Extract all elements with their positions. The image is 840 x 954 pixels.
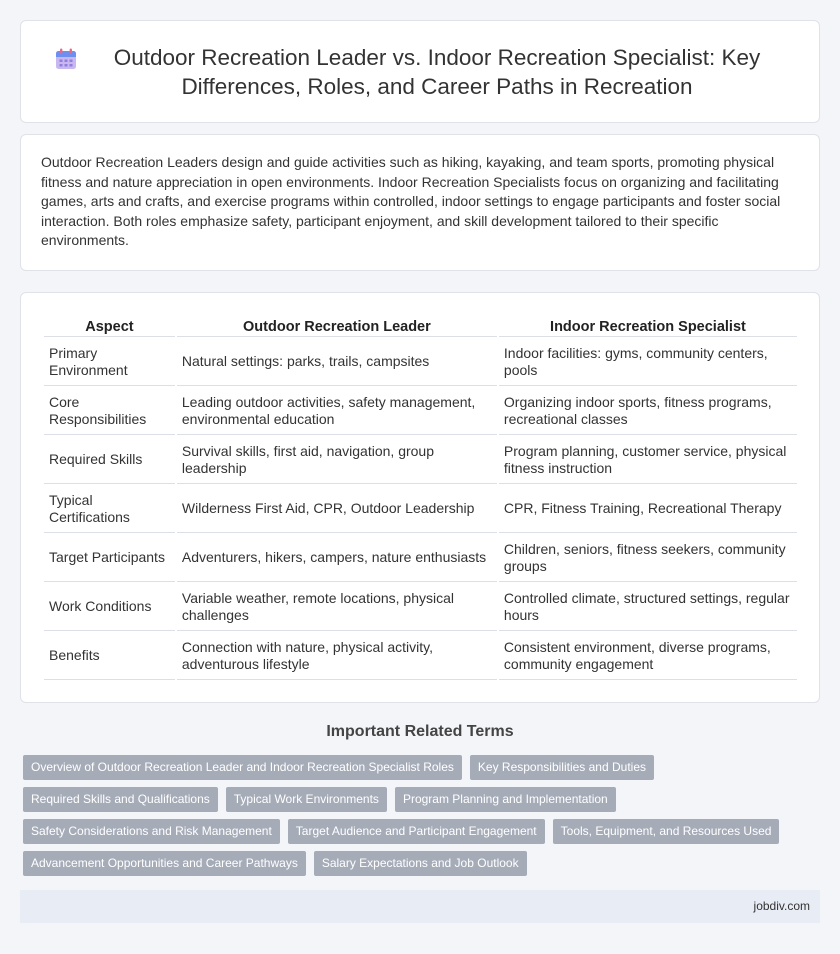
row-aspect: Typical Certifications xyxy=(44,486,175,533)
row-indoor-value: Children, seniors, fitness seekers, community groups xyxy=(499,535,797,582)
related-term-tag[interactable]: Safety Considerations and Risk Management xyxy=(23,819,280,844)
related-terms-title: Important Related Terms xyxy=(326,723,514,740)
table-header-row xyxy=(44,315,797,337)
related-terms-section xyxy=(20,720,820,876)
page-title: Outdoor Recreation Leader vs. Indoor Recreation Specialist: Key Differences, Roles, and Career Paths in Recreation xyxy=(113,44,761,99)
calendar-icon xyxy=(53,46,79,72)
row-outdoor-value: Variable weather, remote locations, physical challenges xyxy=(177,584,497,631)
header-outdoor-leader: Outdoor Recreation Leader xyxy=(177,315,497,337)
table-row xyxy=(44,339,797,386)
row-aspect: Primary Environment xyxy=(44,339,175,386)
row-aspect: Required Skills xyxy=(44,437,175,484)
header-aspect: Aspect xyxy=(44,315,175,337)
related-term-tag[interactable]: Advancement Opportunities and Career Pathways xyxy=(23,851,306,876)
row-aspect: Core Responsibilities xyxy=(44,388,175,435)
header-indoor-specialist: Indoor Recreation Specialist xyxy=(499,315,797,337)
intro-card xyxy=(20,134,820,271)
table-row xyxy=(44,388,797,435)
row-outdoor-value: Wilderness First Aid, CPR, Outdoor Leadership xyxy=(177,486,497,533)
related-term-tag[interactable]: Typical Work Environments xyxy=(226,787,387,812)
footer xyxy=(20,890,820,923)
intro-paragraph: Outdoor Recreation Leaders design and guide activities such as hiking, kayaking, and team sports, promoting physical fitness and nature appreciation in open environments. Indoor Recreation Specialists focus on organizing and facilitating games, arts and crafts, and exercise programs within controlled, indoor settings to engage participants and foster social interaction. Both roles emphasize safety, participant enjoyment, and skill development tailored to their specific environments. xyxy=(41,154,781,249)
comparison-table xyxy=(42,313,799,682)
table-row xyxy=(44,437,797,484)
table-row xyxy=(44,584,797,631)
row-outdoor-value: Connection with nature, physical activity, adventurous lifestyle xyxy=(177,633,497,680)
row-indoor-value: Controlled climate, structured settings, regular hours xyxy=(499,584,797,631)
row-aspect: Benefits xyxy=(44,633,175,680)
related-term-tag[interactable]: Key Responsibilities and Duties xyxy=(470,755,654,780)
table-row xyxy=(44,633,797,680)
header-card xyxy=(20,20,820,123)
related-term-tag[interactable]: Tools, Equipment, and Resources Used xyxy=(553,819,780,844)
related-term-tag[interactable]: Salary Expectations and Job Outlook xyxy=(314,851,527,876)
comparison-card xyxy=(20,292,820,703)
row-aspect: Work Conditions xyxy=(44,584,175,631)
related-term-tag[interactable]: Overview of Outdoor Recreation Leader and Indoor Recreation Specialist Roles xyxy=(23,755,462,780)
title-wrap xyxy=(53,43,787,101)
related-terms-tags xyxy=(20,755,820,876)
related-term-tag[interactable]: Required Skills and Qualifications xyxy=(23,787,218,812)
row-outdoor-value: Leading outdoor activities, safety management, environmental education xyxy=(177,388,497,435)
row-indoor-value: Organizing indoor sports, fitness programs, recreational classes xyxy=(499,388,797,435)
row-indoor-value: Program planning, customer service, physical fitness instruction xyxy=(499,437,797,484)
row-indoor-value: Indoor facilities: gyms, community centers, pools xyxy=(499,339,797,386)
table-row xyxy=(44,535,797,582)
row-outdoor-value: Survival skills, first aid, navigation, group leadership xyxy=(177,437,497,484)
row-aspect: Target Participants xyxy=(44,535,175,582)
related-term-tag[interactable]: Target Audience and Participant Engagement xyxy=(288,819,545,844)
row-indoor-value: CPR, Fitness Training, Recreational Therapy xyxy=(499,486,797,533)
row-outdoor-value: Adventurers, hikers, campers, nature enthusiasts xyxy=(177,535,497,582)
related-term-tag[interactable]: Program Planning and Implementation xyxy=(395,787,616,812)
table-row xyxy=(44,486,797,533)
row-outdoor-value: Natural settings: parks, trails, campsites xyxy=(177,339,497,386)
footer-site-link[interactable]: jobdiv.com xyxy=(753,899,810,913)
row-indoor-value: Consistent environment, diverse programs, community engagement xyxy=(499,633,797,680)
